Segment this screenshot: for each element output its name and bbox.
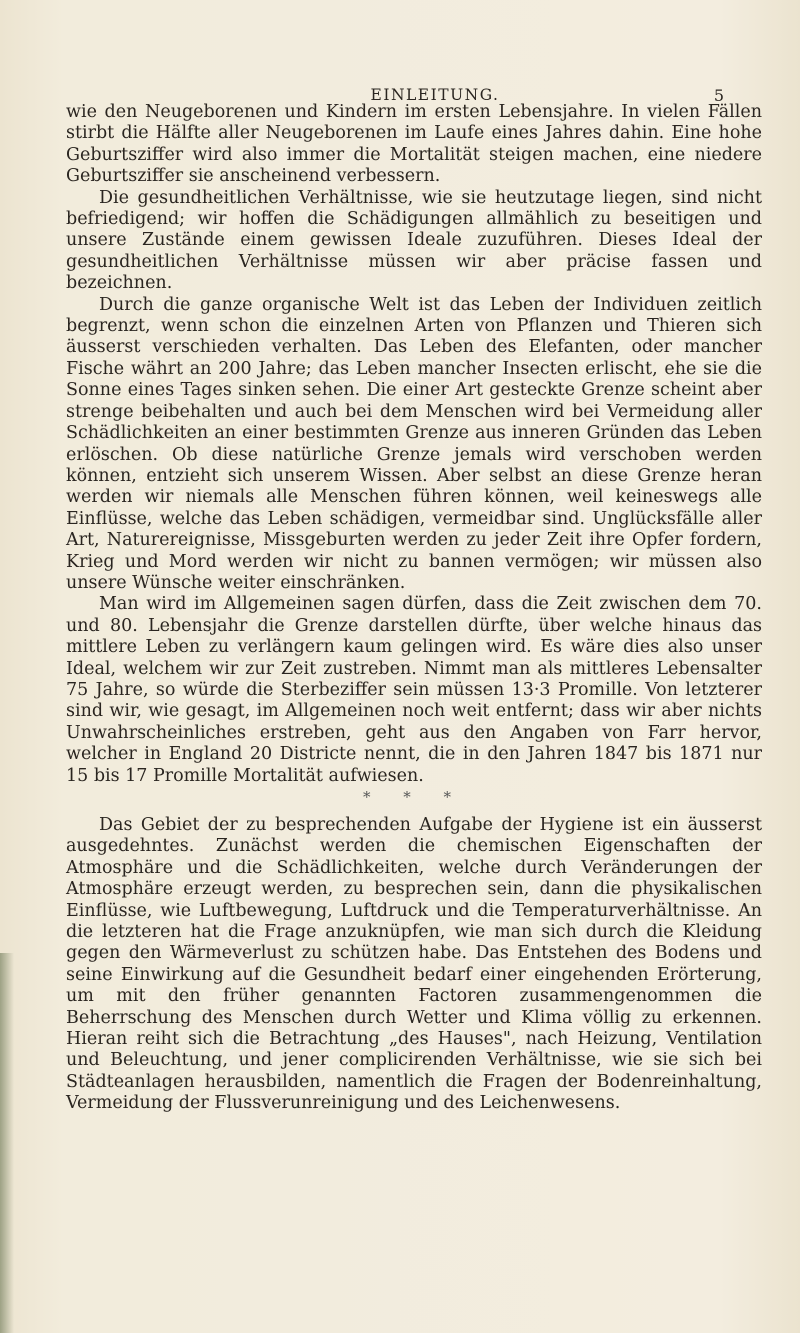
paragraph: Man wird im Allgemeinen sagen dürfen, dass die Zeit zwischen dem 70. und 80. Lebensjahr die Grenze darstellen dürfte, über welche hinaus das mittlere Leben zu verlängern kaum gelingen wird. Es wäre dies also unser Ideal, welchem wir zur Zeit zustreben. Nimmt man als mittleres Lebensalter 75 Jahre, so würde die Sterbeziffer sein müssen 13·3 Promille. Von letzterer sind wir, wie gesagt, im Allgemeinen noch weit entfernt; dass wir aber nichts Unwahrscheinliches erstreben, geht aus den Angaben von Farr hervor, welcher in England 20 Districte nennt, die in den Jahren 1847 bis 1871 nur 15 bis 17 Promille Mortalität aufwiesen.: [66, 594, 762, 786]
page-number: 5: [713, 86, 724, 105]
chapter-title: EINLEITUNG.: [370, 86, 500, 104]
running-head: [66, 0, 762, 105]
paragraph: Durch die ganze organische Welt ist das Leben der Individuen zeitlich begrenzt, wenn schon die einzelnen Arten von Pflanzen und Thieren sich äusserst verschieden verhalten. Das Leben des Elefanten, oder mancher Fische währt an 200 Jahre; das Leben mancher Insecten erlischt, ehe sie die Sonne eines Tages sinken sehen. Die einer Art gesteckte Grenze scheint aber strenge beibehalten und auch bei dem Menschen wird bei Vermeidung aller Schädlichkeiten an einer bestimmten Grenze aus inneren Gründen das Leben erlöschen. Ob diese natürliche Grenze jemals wird verschoben werden können, entzieht sich unserem Wissen. Aber selbst an diese Grenze heran werden wir niemals alle Menschen führen können, weil keineswegs alle Einflüsse, welche das Leben schädigen, vermeidbar sind. Unglücksfälle aller Art, Naturereignisse, Missgeburten werden zu jeder Zeit ihre Opfer fordern, Krieg und Mord werden wir nicht zu bannen vermögen; wir müssen also unsere Wünsche weiter einschränken.: [66, 294, 762, 593]
body-text: [66, 102, 762, 1115]
paragraph: Die gesundheitlichen Verhältnisse, wie sie heutzutage liegen, sind nicht befriedigend; wir hoffen die Schädigungen allmählich zu beseitigen und unsere Zustände einem gewissen Ideale zuzuführen. Dieses Ideal der gesundheitlichen Verhältnisse müssen wir aber präcise fassen und bezeichnen.: [66, 187, 762, 294]
page-edge-shadow: [0, 953, 14, 1333]
paragraph: wie den Neugeborenen und Kindern im ersten Lebensjahre. In vielen Fällen stirbt die Hälfte aller Neugeborenen im Laufe eines Jahres dahin. Eine hohe Geburtsziffer wird also immer die Mortalität steigen machen, eine niedere Geburtsziffer sie anscheinend verbessern.: [66, 102, 762, 187]
paragraph: Das Gebiet der zu besprechenden Aufgabe der Hygiene ist ein äusserst ausgedehntes. Zunächst werden die chemischen Eigenschaften der Atmosphäre und die Schädlichkeiten, welche durch Veränderungen der Atmosphäre erzeugt werden, zu besprechen sein, dann die physikalischen Einflüsse, wie Luftbewegung, Luftdruck und die Temperaturverhältnisse. An die letzteren hat die Frage anzuknüpfen, wie man sich durch die Kleidung gegen den Wärmeverlust zu schützen habe. Das Entstehen des Bodens und seine Einwirkung auf die Gesundheit bedarf einer eingehenden Erörterung, um mit den früher genannten Factoren zusammengenommen die Beherrschung des Menschen durch Wetter und Klima völlig zu erkennen. Hieran reiht sich die Betrachtung „des Hauses", nach Heizung, Ventilation und Beleuchtung, und jener complicirenden Verhältnisse, wie sie sich bei Städteanlagen herausbilden, namentlich die Fragen der Bodenreinhaltung, Vermeidung der Flussverunreinigung und des Leichenwesens.: [66, 815, 762, 1114]
section-separator: * * *: [362, 788, 466, 806]
